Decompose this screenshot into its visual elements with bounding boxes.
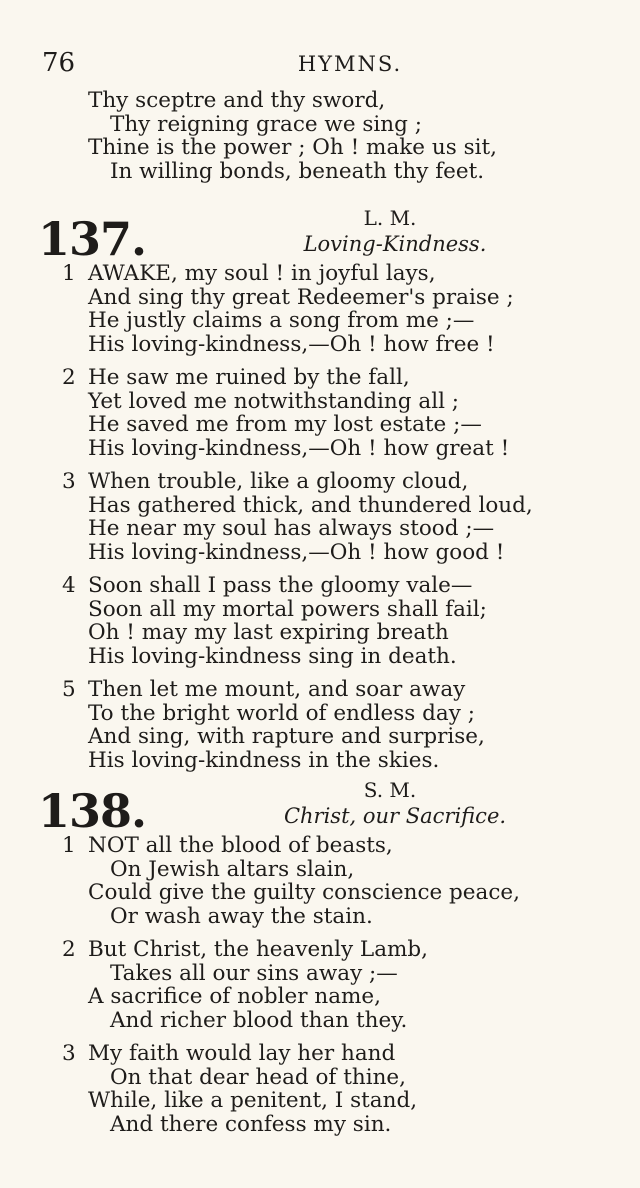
carryover-stanza <box>0 89 640 183</box>
hymn-138 <box>0 778 640 1146</box>
stanza-number: 1 <box>62 261 76 286</box>
verse-line: Takes all our sins away ;— <box>110 960 398 986</box>
verse-line: Soon shall I pass the gloomy vale— <box>88 573 473 598</box>
stanza-number: 2 <box>62 365 76 390</box>
hymn-meter: S. M. <box>363 778 417 802</box>
stanza <box>0 1042 640 1136</box>
stanza <box>0 574 640 668</box>
hymn-number: 137. <box>38 212 147 266</box>
verse-line: Could give the guilty conscience peace, <box>88 880 520 905</box>
stanza-number: 3 <box>62 469 76 494</box>
hymn-meter: L. M. <box>363 206 417 230</box>
verse-line: Or wash away the stain. <box>110 903 373 929</box>
verse-line: On Jewish altars slain, <box>110 856 355 882</box>
verse-line: On that dear head of thine, <box>110 1064 406 1090</box>
verse-line: He saw me ruined by the fall, <box>88 365 410 390</box>
verse-line: His loving-kindness,—Oh ! how good ! <box>88 539 505 565</box>
verse-line: While, like a penitent, I stand, <box>88 1088 418 1113</box>
stanza-number: 3 <box>62 1041 76 1066</box>
stanza <box>0 366 640 460</box>
stanza-number: 2 <box>62 937 76 962</box>
hymn-137 <box>0 206 640 782</box>
verse-line: He justly claims a song from me ;— <box>88 308 475 333</box>
verse-line: His loving-kindness sing in death. <box>88 643 457 669</box>
verse-line: AWAKE, my soul ! in joyful lays, <box>88 261 436 286</box>
hymn-heading <box>0 206 640 266</box>
verse-line: My faith would lay her hand <box>88 1041 396 1066</box>
running-head <box>40 48 600 80</box>
verse-line: His loving-kindness,—Oh ! how free ! <box>88 331 495 357</box>
verse-line: Soon all my mortal powers shall fail; <box>88 596 487 622</box>
verse-line: When trouble, like a gloomy cloud, <box>88 469 469 494</box>
verse-line: But Christ, the heavenly Lamb, <box>88 937 429 962</box>
stanza <box>0 834 640 928</box>
stanza <box>0 938 640 1032</box>
verse-line: In willing bonds, beneath thy feet. <box>110 158 485 184</box>
verse-line: He near my soul has always stood ;— <box>88 516 495 541</box>
verse-line: Has gathered thick, and thundered loud, <box>88 492 533 518</box>
verse-line: And sing thy great Redeemer's praise ; <box>88 284 514 310</box>
verse-line: Thy sceptre and thy sword, <box>88 88 386 113</box>
verse-line: And richer blood than they. <box>110 1007 408 1033</box>
verse-line: Yet loved me notwithstanding all ; <box>88 388 460 414</box>
verse-line: Thy reigning grace we sing ; <box>110 111 422 137</box>
verse-line: Oh ! may my last expiring breath <box>88 620 449 645</box>
verse-line: And there confess my sin. <box>110 1111 392 1137</box>
verse-line: To the bright world of endless day ; <box>88 700 475 726</box>
running-title: HYMNS. <box>297 52 403 76</box>
stanza-number: 4 <box>62 573 76 598</box>
verse-line: And sing, with rapture and surprise, <box>88 724 485 749</box>
verse-line: His loving-kindness in the skies. <box>88 747 440 773</box>
stanza <box>0 678 640 772</box>
page-number: 76 <box>42 48 76 78</box>
verse-line: His loving-kindness,—Oh ! how great ! <box>88 435 510 461</box>
stanza <box>0 470 640 564</box>
verse-line: Then let me mount, and soar away <box>88 677 466 702</box>
verse-line: He saved me from my lost estate ;— <box>88 412 482 437</box>
verse-line: A sacrifice of nobler name, <box>88 984 381 1009</box>
hymn-heading <box>0 778 640 838</box>
stanza-number: 5 <box>62 677 76 702</box>
hymn-title: Loving-Kindness. <box>303 232 487 256</box>
stanza <box>0 262 640 356</box>
hymn-number: 138. <box>38 784 147 838</box>
stanza-number: 1 <box>62 833 76 858</box>
verse-line: NOT all the blood of beasts, <box>88 833 393 858</box>
verse-line: Thine is the power ; Oh ! make us sit, <box>88 135 497 160</box>
hymn-title: Christ, our Sacrifice. <box>283 804 507 828</box>
